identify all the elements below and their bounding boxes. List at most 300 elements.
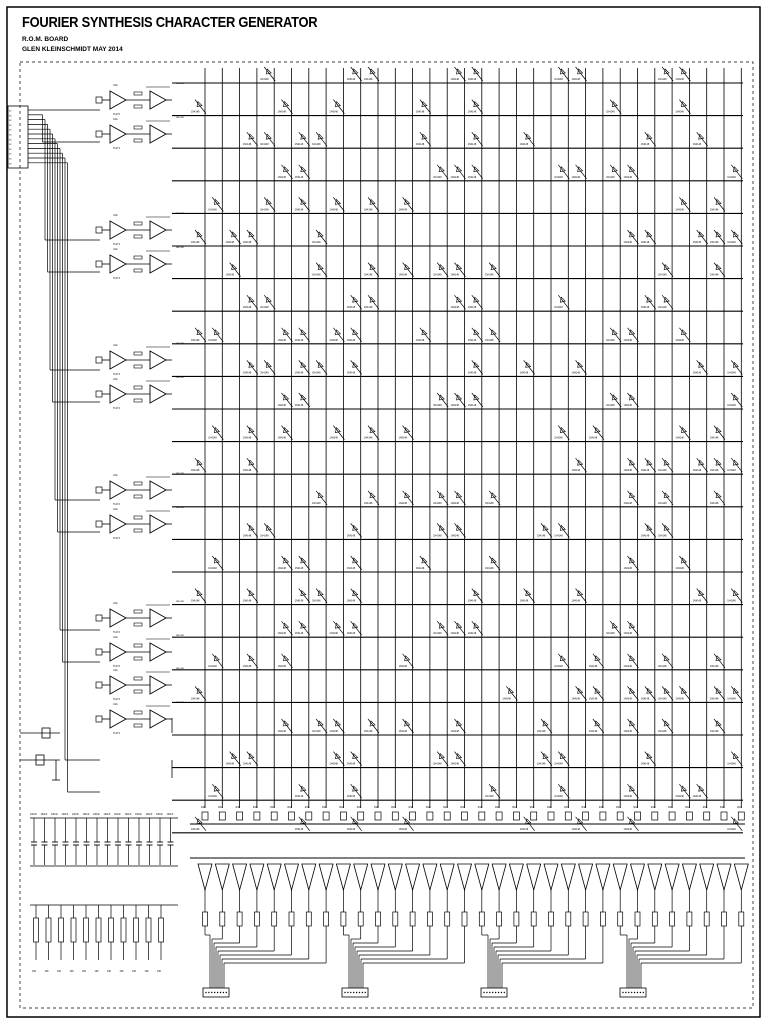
component-label: 1N4148 — [433, 632, 442, 636]
diode — [399, 426, 414, 440]
component-label: R1K — [564, 806, 569, 809]
diode-symbol — [197, 591, 202, 596]
diode-symbol — [491, 330, 496, 335]
bias-resistor — [120, 905, 127, 973]
summing-resistor — [513, 812, 519, 820]
diode — [243, 654, 258, 668]
component-label: 100nF — [93, 813, 100, 816]
connector-pin — [223, 992, 224, 993]
component-label: 1N4148 — [346, 534, 356, 538]
diode — [641, 132, 656, 146]
diode-symbol — [474, 362, 479, 367]
component-label: 1N4148 — [208, 338, 217, 342]
output-opamp — [475, 864, 489, 890]
decoupling-capacitor — [62, 813, 69, 865]
diode-symbol — [266, 199, 271, 204]
component-label: 1N4148 — [242, 534, 252, 538]
component-label: 1N4148 — [710, 501, 719, 505]
diode — [727, 458, 742, 472]
diode-symbol — [664, 460, 669, 465]
diode-symbol — [474, 623, 479, 628]
summing-resistor — [652, 812, 658, 820]
opamp-symbol — [110, 221, 126, 239]
diode-symbol — [699, 134, 704, 139]
opamp-symbol — [110, 91, 126, 109]
diode — [451, 165, 466, 179]
output-opamp — [285, 864, 299, 890]
decoupling-capacitor — [156, 813, 163, 865]
diode — [624, 165, 639, 179]
summing-resistor — [635, 812, 641, 820]
connector-pin — [631, 992, 632, 993]
resistor-body — [121, 918, 126, 942]
diode-symbol — [474, 134, 479, 139]
connector-pin — [501, 992, 502, 993]
component-label: osc out — [176, 472, 184, 475]
output-resistor — [393, 912, 398, 926]
diode — [693, 132, 708, 146]
connector-pin-label: xx — [9, 143, 12, 147]
output-resistor — [600, 912, 605, 926]
component-label: R1K — [270, 806, 275, 809]
diode-symbol — [405, 819, 410, 824]
diode — [364, 491, 379, 505]
diode-symbol — [284, 428, 289, 433]
output-resistor — [410, 912, 415, 926]
diode — [364, 197, 379, 211]
diode — [554, 295, 569, 309]
summing-resistor — [738, 812, 744, 820]
component-label: osc out — [176, 212, 184, 215]
connector-pin — [205, 992, 206, 993]
component-label: 1N4148 — [692, 599, 702, 603]
component-label: 1N4148 — [623, 567, 632, 570]
diode-symbol — [439, 623, 444, 628]
component-label: 1N4148 — [727, 241, 736, 244]
diode — [295, 328, 310, 342]
diode — [572, 360, 587, 374]
diode-symbol — [733, 232, 738, 237]
bias-resistor — [45, 905, 52, 973]
diode-symbol — [681, 102, 686, 107]
component-label: 1N4148 — [312, 143, 321, 147]
diode-symbol — [249, 754, 254, 759]
component-label: 1N4148 — [571, 697, 580, 701]
component-label: R1K — [598, 806, 604, 809]
component-label: 1N4148 — [467, 78, 477, 81]
diode-symbol — [699, 460, 704, 465]
diode — [399, 491, 414, 505]
diode-symbol — [681, 330, 686, 335]
component-label: R1K — [218, 806, 223, 809]
diode — [710, 230, 725, 244]
component-label: 1N4148 — [346, 762, 356, 766]
output-resistor — [220, 912, 225, 926]
component-label: 1N4148 — [588, 436, 598, 440]
component-label: osc out — [176, 506, 184, 509]
diode — [295, 393, 310, 407]
component-label: 1N4148 — [398, 827, 407, 831]
schematic-title: FOURIER SYNTHESIS CHARACTER GENERATOR — [22, 14, 318, 31]
diode-symbol — [664, 297, 669, 302]
input-opamp-pairs — [96, 82, 184, 735]
component-label: R1K — [408, 806, 414, 809]
diode — [295, 556, 310, 570]
diode-symbol — [214, 428, 219, 433]
component-label: 100nF — [82, 813, 90, 816]
feedback-resistor — [134, 92, 142, 95]
diode — [727, 360, 742, 374]
summing-resistor — [462, 812, 468, 820]
diode-symbol — [353, 591, 358, 596]
diode — [572, 458, 587, 472]
component-label: 1N4148 — [312, 501, 321, 505]
diode — [624, 328, 639, 342]
diode — [226, 263, 241, 277]
decoupling-capacitor — [114, 813, 121, 865]
diode — [191, 458, 206, 472]
diode-symbol — [543, 525, 548, 530]
author-date: GLEN KLEINSCHMIDT MAY 2014 — [22, 46, 123, 53]
diode-symbol — [370, 265, 375, 270]
component-label: 1N4148 — [623, 632, 632, 636]
opamp-stage — [96, 246, 184, 280]
component-label: 1N4148 — [675, 795, 684, 799]
component-label: R1K — [322, 806, 327, 809]
opamp-symbol — [110, 255, 126, 273]
diode — [433, 165, 448, 179]
diode-symbol — [249, 428, 254, 433]
opamp-symbol — [150, 91, 166, 109]
diode-symbol — [439, 265, 444, 270]
component-label: 1N4148 — [364, 273, 373, 277]
component-label: 1N4148 — [364, 730, 373, 733]
component-label: 1N4148 — [658, 501, 667, 505]
diode — [278, 165, 293, 179]
diode-symbol — [716, 721, 721, 726]
diode — [468, 589, 483, 603]
diode-symbol — [733, 460, 738, 465]
bias-resistor — [32, 905, 39, 973]
diode — [520, 132, 535, 146]
diode — [624, 621, 639, 635]
diode — [243, 589, 258, 603]
connector-pin-label: xx — [9, 162, 12, 166]
diode — [451, 67, 466, 81]
diode — [624, 393, 639, 407]
component-label: 1N4148 — [242, 469, 252, 473]
opamp-stage — [96, 506, 184, 540]
diode-symbol — [526, 134, 531, 139]
opamp-symbol — [150, 481, 166, 499]
component-label: 1N4148 — [485, 567, 494, 570]
diode — [468, 165, 483, 179]
component-label: 1N4148 — [675, 110, 684, 114]
output-opamp — [579, 864, 593, 890]
diode — [468, 295, 483, 309]
opamp-symbol — [110, 515, 126, 533]
component-label: 1N4148 — [346, 795, 356, 799]
diode-symbol — [578, 591, 583, 596]
diode-symbol — [439, 395, 444, 400]
component-label: 1N4148 — [588, 664, 598, 668]
diode — [710, 197, 725, 211]
component-label: TL074 — [113, 407, 120, 410]
output-opamp — [700, 864, 714, 890]
component-label: 1N4148 — [294, 795, 304, 799]
diode-symbol — [214, 656, 219, 661]
diode-symbol — [422, 330, 427, 335]
component-label: 1N4148 — [398, 436, 407, 440]
diode-symbol — [647, 688, 652, 693]
component-label: R1K — [339, 806, 345, 809]
opamp-symbol — [110, 385, 126, 403]
diode-symbol — [457, 493, 462, 498]
diode — [433, 491, 448, 505]
component-label: 1N4148 — [433, 404, 442, 407]
component-label: 1N4148 — [225, 241, 234, 244]
diode — [502, 686, 517, 700]
component-label: 1N4148 — [294, 599, 304, 603]
component-label: 1N4148 — [329, 632, 338, 636]
diode-symbol — [647, 232, 652, 237]
diode — [589, 719, 604, 733]
component-label: 1N4148 — [485, 795, 494, 799]
diode-symbol — [457, 395, 462, 400]
bus-lines — [8, 68, 743, 833]
bias-resistor — [157, 905, 164, 973]
component-label: R1K — [702, 806, 708, 809]
diode-symbol — [232, 265, 237, 270]
component-label: R1K — [252, 806, 258, 809]
diode — [260, 197, 275, 211]
output-opamp — [509, 864, 523, 890]
opamp-symbol — [150, 351, 166, 369]
diode — [572, 67, 587, 81]
opamp-symbol — [150, 609, 166, 627]
diode-symbol — [716, 688, 721, 693]
component-label: 1N4148 — [242, 599, 252, 603]
diode — [624, 458, 639, 472]
connector-pin — [344, 992, 345, 993]
component-label: 1N4148 — [727, 697, 736, 701]
diode — [451, 621, 466, 635]
component-label: 1N4148 — [519, 371, 529, 375]
diode — [243, 752, 258, 766]
diode — [658, 719, 673, 733]
component-label: 1N4148 — [398, 730, 407, 733]
feedback-resistor — [134, 711, 142, 714]
summing-resistor — [600, 812, 606, 820]
diode — [451, 523, 466, 537]
output-resistor — [289, 912, 294, 926]
component-label: 1N4148 — [260, 143, 269, 147]
summing-resistor — [358, 812, 364, 820]
component-label: 1N4148 — [467, 306, 477, 310]
component-label: 1N4148 — [727, 599, 736, 603]
diode-symbol — [595, 428, 600, 433]
diode — [675, 328, 690, 342]
diode — [693, 230, 708, 244]
component-label: 1N4148 — [450, 501, 459, 505]
diode — [451, 393, 466, 407]
component-label: 10K — [69, 970, 74, 973]
diode — [554, 67, 569, 81]
component-label: 1N4148 — [606, 404, 615, 407]
diode — [485, 263, 500, 277]
diode — [243, 458, 258, 472]
diode — [485, 491, 500, 505]
output-opamp — [406, 864, 420, 890]
diode-symbol — [301, 167, 306, 172]
component-label: 1N4148 — [640, 534, 650, 538]
output-opamp — [440, 864, 454, 890]
bias-resistor — [95, 905, 102, 973]
diode — [312, 360, 327, 374]
diode — [260, 67, 275, 81]
connector-pin — [634, 992, 635, 993]
component-label: 1N4148 — [658, 534, 667, 538]
diode-symbol — [439, 493, 444, 498]
opamp-stage — [96, 82, 184, 116]
diode-symbol — [301, 199, 306, 204]
component-label: TL074 — [113, 277, 120, 280]
board-name: R.O.M. BOARD — [22, 36, 69, 43]
output-opamp — [198, 864, 212, 890]
diode — [520, 360, 535, 374]
diode-symbol — [647, 525, 652, 530]
diode-symbol — [681, 558, 686, 563]
component-label: osc out — [176, 246, 184, 249]
diode — [278, 328, 293, 342]
component-label: 1N4148 — [415, 338, 425, 342]
component-label: 1N4148 — [554, 795, 563, 799]
component-label: 1N4148 — [450, 306, 459, 310]
diode-symbol — [664, 721, 669, 726]
diode — [347, 295, 362, 309]
diode-symbol — [353, 69, 358, 74]
bias-resistor — [132, 905, 139, 973]
input-resistor — [96, 97, 102, 103]
diode-symbol — [681, 69, 686, 74]
component-label: osc out — [176, 342, 184, 345]
component-label: 10K — [82, 970, 87, 973]
component-label: R1K — [685, 806, 691, 809]
diode-symbol — [197, 460, 202, 465]
diode — [658, 491, 673, 505]
diode-symbol — [284, 656, 289, 661]
diode — [312, 132, 327, 146]
component-label: 1N4148 — [658, 469, 667, 473]
component-label: R1K — [720, 806, 725, 809]
diode — [710, 654, 725, 668]
feedback-resistor — [134, 724, 142, 727]
component-label: osc out — [176, 701, 184, 704]
diode — [658, 458, 673, 472]
diode-symbol — [353, 362, 358, 367]
diode — [641, 458, 656, 472]
input-resistor — [96, 391, 102, 397]
component-label: 1N4148 — [277, 338, 286, 342]
component-label: 1N4148 — [692, 143, 702, 147]
diode-symbol — [249, 232, 254, 237]
diode — [572, 589, 587, 603]
component-label: 1N4148 — [485, 338, 494, 342]
component-label: 1N4148 — [312, 371, 321, 375]
summing-resistor — [548, 812, 554, 820]
diode-symbol — [681, 688, 686, 693]
component-label: 1N4148 — [554, 436, 563, 440]
component-label: 1N4148 — [450, 78, 459, 81]
component-label: TL074 — [113, 698, 120, 701]
component-label: 1N4148 — [623, 404, 632, 407]
connector-pin — [486, 992, 487, 993]
connector-pin — [483, 992, 484, 993]
summing-resistor — [237, 812, 243, 820]
output-resistor — [739, 912, 744, 926]
component-label: U1A — [113, 602, 118, 605]
diode — [727, 393, 742, 407]
diode — [278, 621, 293, 635]
component-label: 100nF — [30, 813, 37, 816]
feedback-resistor — [134, 222, 142, 225]
opamp-symbol — [110, 710, 126, 728]
diode-symbol — [560, 428, 565, 433]
component-label: 1N4148 — [450, 762, 459, 766]
output-resistor — [358, 912, 363, 926]
connector-pin-label: xx — [9, 114, 12, 118]
output-opamp — [267, 864, 281, 890]
diode — [399, 263, 414, 277]
diode — [468, 132, 483, 146]
diode — [658, 295, 673, 309]
summing-resistor — [427, 812, 433, 820]
diode-symbol — [647, 134, 652, 139]
component-label: 1N4148 — [710, 469, 719, 473]
component-label: 1N4148 — [329, 436, 338, 440]
component-label: 10K — [144, 970, 149, 973]
feedback-resistor — [134, 623, 142, 626]
component-label: 1N4148 — [277, 664, 286, 668]
component-label: 1N4148 — [191, 110, 200, 114]
diode — [399, 719, 414, 733]
component-label: 1N4148 — [675, 436, 684, 440]
component-label: 1N4148 — [277, 632, 286, 636]
connector-pin — [362, 992, 363, 993]
diode — [537, 719, 552, 733]
component-label: 1N4148 — [242, 762, 252, 766]
diode — [347, 784, 362, 798]
diode — [208, 654, 223, 668]
diode-symbol — [232, 232, 237, 237]
connector-pin — [625, 992, 626, 993]
diode — [399, 197, 414, 211]
output-opamp — [734, 864, 748, 890]
component-label: TL074 — [113, 537, 120, 540]
diode-symbol — [197, 232, 202, 237]
diode — [295, 132, 310, 146]
diode — [468, 393, 483, 407]
diode-symbol — [301, 591, 306, 596]
diode-symbol — [249, 297, 254, 302]
opamp-symbol — [150, 676, 166, 694]
diode-symbol — [301, 623, 306, 628]
component-label: 1N4148 — [329, 730, 338, 733]
opamp-stage — [96, 472, 184, 506]
decoupling-capacitor — [72, 813, 79, 865]
diode — [658, 67, 673, 81]
diode — [727, 752, 742, 766]
